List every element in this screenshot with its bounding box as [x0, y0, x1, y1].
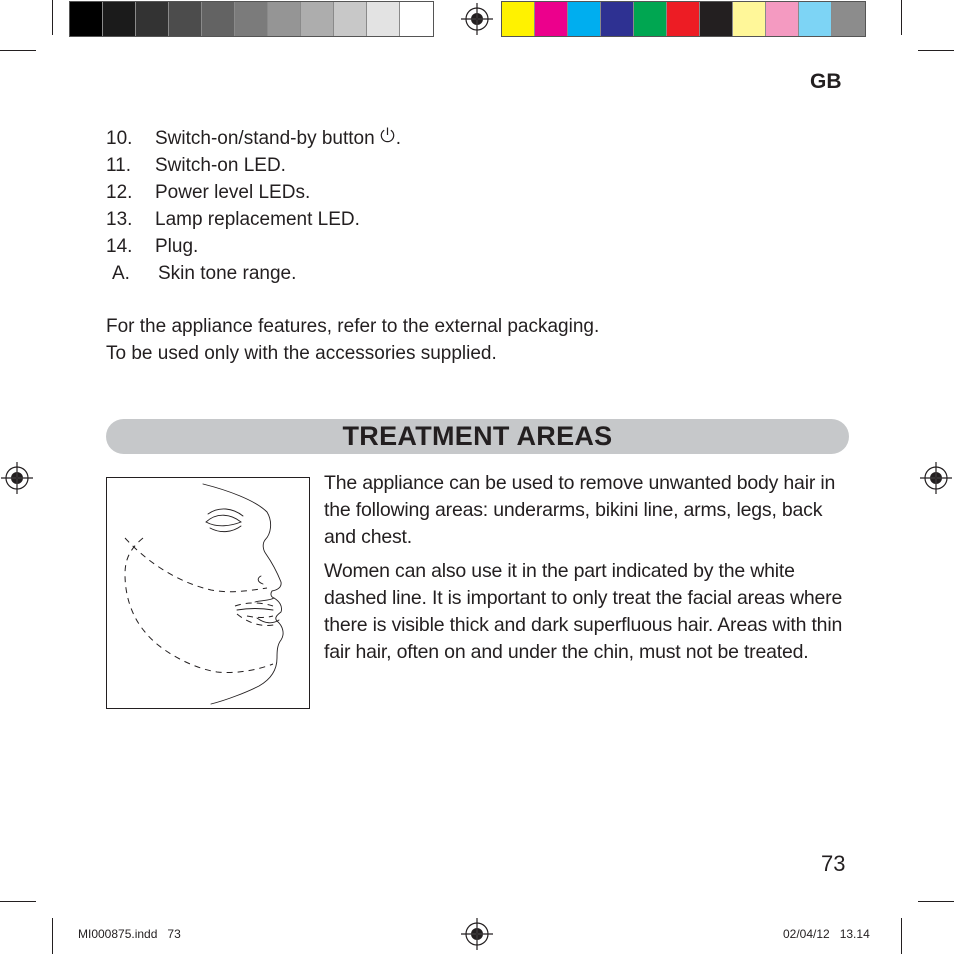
crop-mark — [0, 50, 36, 51]
face-profile-illustration — [106, 477, 310, 709]
color-swatch — [202, 2, 235, 36]
crop-mark — [918, 901, 954, 902]
item-text: Plug. — [155, 236, 199, 257]
registration-mark-icon — [1, 462, 33, 494]
color-swatch — [169, 2, 202, 36]
notes-paragraph — [106, 313, 599, 367]
item-number: 11. — [106, 155, 132, 176]
list-item — [106, 233, 401, 260]
footer-datetime: 02/04/12 13.14 — [783, 927, 870, 941]
color-swatch — [400, 2, 433, 36]
color-swatch — [268, 2, 301, 36]
color-swatch — [235, 2, 268, 36]
color-swatch — [70, 2, 103, 36]
language-code: GB — [810, 70, 842, 93]
treatment-areas-text — [324, 470, 850, 666]
section-banner — [106, 419, 849, 454]
note-line: For the appliance features, refer to the external packaging. — [106, 316, 600, 337]
item-number: 10. — [106, 128, 133, 149]
list-item — [106, 206, 401, 233]
power-icon — [379, 125, 396, 152]
crop-mark — [0, 901, 36, 902]
item-number: 12. — [106, 182, 133, 203]
item-text: Skin tone range. — [158, 263, 297, 284]
color-swatch — [103, 2, 136, 36]
item-number: 13. — [106, 209, 133, 230]
color-swatch — [700, 2, 733, 36]
item-text: Lamp replacement LED. — [155, 209, 360, 230]
color-swatch — [502, 2, 535, 36]
paragraph: Women can also use it in the part indicated by the white dashed line. It is important to only treat the facial areas where there is visible thick and dark superfluous hair. Areas with thin fair hair, often on and under the chin, must not be treated. — [324, 560, 843, 663]
crop-mark — [918, 50, 954, 51]
crop-mark — [52, 918, 53, 954]
color-swatch — [367, 2, 400, 36]
registration-mark-icon — [461, 918, 493, 950]
color-swatch — [733, 2, 766, 36]
color-swatch — [301, 2, 334, 36]
list-item — [106, 260, 401, 287]
color-swatch — [832, 2, 865, 36]
item-suffix: . — [395, 128, 401, 149]
page-number: 73 — [821, 851, 846, 876]
registration-mark-icon — [461, 3, 493, 35]
registration-mark-icon — [920, 462, 952, 494]
item-text: Switch-on/stand-by button — [155, 128, 375, 149]
color-swatch — [667, 2, 700, 36]
item-number: A. — [112, 263, 130, 284]
crop-mark — [52, 0, 53, 35]
grayscale-calibration-bar — [69, 1, 434, 37]
list-item — [106, 152, 401, 179]
item-number: 14. — [106, 236, 133, 257]
footer-file-info: MI000875.indd 73 — [78, 927, 181, 941]
color-swatch — [136, 2, 169, 36]
crop-mark — [901, 918, 902, 954]
color-calibration-bar — [501, 1, 866, 37]
item-text: Power level LEDs. — [155, 182, 311, 203]
paragraph: The appliance can be used to remove unwanted body hair in the following areas: underarms, bikini line, arms, legs, back and chest. — [324, 472, 836, 548]
color-swatch — [634, 2, 667, 36]
item-text: Switch-on LED. — [155, 155, 286, 176]
list-item — [106, 179, 401, 206]
color-swatch — [799, 2, 832, 36]
list-item — [106, 125, 401, 152]
section-title: TREATMENT AREAS — [342, 421, 613, 451]
color-swatch — [334, 2, 367, 36]
parts-list — [106, 125, 401, 287]
color-swatch — [601, 2, 634, 36]
color-swatch — [568, 2, 601, 36]
note-line: To be used only with the accessories supplied. — [106, 343, 497, 364]
color-swatch — [766, 2, 799, 36]
crop-mark — [901, 0, 902, 35]
color-swatch — [535, 2, 568, 36]
